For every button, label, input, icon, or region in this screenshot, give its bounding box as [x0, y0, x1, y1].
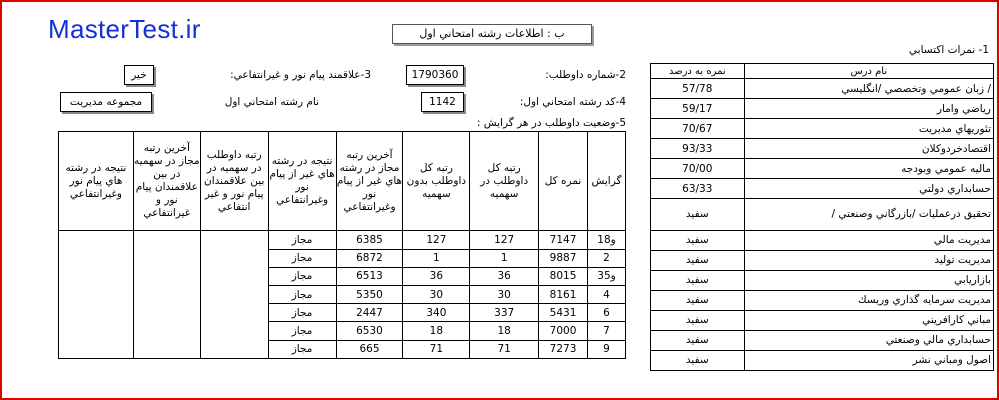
- rank-quota-cell: 36: [470, 267, 539, 285]
- score-cell: 7273: [539, 340, 588, 358]
- header-pn-last-rank: آخرين رتبه مجاز در سهميه در بين علاقمندان پيام نور و غيرانتفاعي: [133, 132, 200, 231]
- percent-cell: سفيد: [651, 250, 745, 270]
- group-cell: 2: [587, 249, 625, 267]
- list-item: [651, 79, 994, 99]
- pn-last-rank-empty: [133, 231, 200, 359]
- course-cell: / زبان عمومي وتخصصي /انگليسي: [744, 79, 993, 99]
- list-item: [651, 350, 994, 370]
- list-item: [651, 119, 994, 139]
- list-item: [651, 159, 994, 179]
- result-cell: مجاز: [268, 340, 336, 358]
- course-cell: تئوريهاي مديريت: [744, 119, 993, 139]
- pn-rank-empty: [200, 231, 268, 359]
- grades-table: [650, 63, 994, 371]
- rank-no-quota-cell: 71: [403, 340, 470, 358]
- course-cell: مديريت توليد: [744, 250, 993, 270]
- list-item: [651, 330, 994, 350]
- list-item: [651, 179, 994, 199]
- header-rank-quota: رتبه كل داوطلب در سهميه: [470, 132, 539, 231]
- last-rank-cell: 6530: [336, 322, 403, 340]
- percent-cell: 59/17: [651, 99, 745, 119]
- name-label: نام رشته امتحاني اول: [224, 96, 319, 108]
- course-cell: اصول ومباني نشر: [744, 350, 993, 370]
- last-rank-cell: 2447: [336, 304, 403, 322]
- rank-quota-cell: 30: [470, 286, 539, 304]
- percent-cell: سفيد: [651, 330, 745, 350]
- course-cell: مديريت مالي: [744, 230, 993, 250]
- last-rank-cell: 6513: [336, 267, 403, 285]
- list-item: [651, 310, 994, 330]
- code-label: 4-كد رشته امتحاني اول:: [519, 96, 626, 108]
- list-item: [651, 290, 994, 310]
- rank-no-quota-cell: 36: [403, 267, 470, 285]
- percent-cell: سفيد: [651, 310, 745, 330]
- course-cell: رياضي وامار: [744, 99, 993, 119]
- course-cell: مديريت سرمايه گذاري وريسك: [744, 290, 993, 310]
- score-cell: 9887: [539, 249, 588, 267]
- header-pn-rank: رتبه داوطلب در سهميه در بين علاقمندان پيام نور و غير انتفاعي: [200, 132, 268, 231]
- result-cell: مجاز: [268, 304, 336, 322]
- rank-quota-cell: 127: [470, 231, 539, 249]
- rank-no-quota-cell: 1: [403, 249, 470, 267]
- result-cell: مجاز: [268, 267, 336, 285]
- rank-no-quota-cell: 30: [403, 286, 470, 304]
- percent-cell: 70/67: [651, 119, 745, 139]
- header-rank-no-quota: رتبه كل داوطلب بدون سهميه: [403, 132, 470, 231]
- last-rank-cell: 6385: [336, 231, 403, 249]
- score-cell: 8015: [539, 267, 588, 285]
- interest-label: 3-علاقمند پيام نور و غيرانتفاعي:: [230, 69, 371, 81]
- header-percent: نمره به درصد: [651, 64, 745, 79]
- course-cell: حسابداري مالي وصنعتي: [744, 330, 993, 350]
- table-row: [59, 231, 626, 249]
- list-item: [651, 250, 994, 270]
- course-cell: مباني كارافريني: [744, 310, 993, 330]
- course-cell: بازاريابي: [744, 270, 993, 290]
- group-cell: 3و5: [587, 267, 625, 285]
- rank-quota-cell: 18: [470, 322, 539, 340]
- course-cell: تحقيق درعمليات /بازرگاني وصنعتي /: [744, 199, 993, 230]
- group-cell: 4: [587, 286, 625, 304]
- header-result: نتيجه در رشته هاي غير از پيام نور وغيرانتفاعي: [268, 132, 336, 231]
- applicant-no-label: 2-شماره داوطلب:: [545, 69, 626, 81]
- rank-no-quota-cell: 340: [403, 304, 470, 322]
- percent-cell: سفيد: [651, 290, 745, 310]
- percent-cell: 57/78: [651, 79, 745, 99]
- percent-cell: سفيد: [651, 350, 745, 370]
- group-cell: 1و8: [587, 231, 625, 249]
- score-cell: 7147: [539, 231, 588, 249]
- score-cell: 8161: [539, 286, 588, 304]
- interest-value: خير: [124, 65, 154, 85]
- list-item: [651, 199, 994, 230]
- list-item: [651, 230, 994, 250]
- section1-title: 1- نمرات اكتسابي: [908, 44, 989, 56]
- pn-result-empty: [59, 231, 134, 359]
- code-value: 1142: [421, 92, 464, 112]
- percent-cell: سفيد: [651, 270, 745, 290]
- last-rank-cell: 6872: [336, 249, 403, 267]
- list-item: [651, 270, 994, 290]
- header-course: نام درس: [744, 64, 993, 79]
- status-table: [58, 131, 626, 359]
- list-item: [651, 99, 994, 119]
- list-item: [651, 139, 994, 159]
- course-cell: ماليه عمومي وبودجه: [744, 159, 993, 179]
- percent-cell: سفيد: [651, 230, 745, 250]
- last-rank-cell: 5350: [336, 286, 403, 304]
- grades-table-header: [651, 64, 994, 79]
- group-cell: 9: [587, 340, 625, 358]
- header-score: نمره كل: [539, 132, 588, 231]
- site-logo[interactable]: MasterTest.ir: [48, 14, 201, 44]
- status-table-header: [59, 132, 626, 231]
- header-group: گرايش: [587, 132, 625, 231]
- percent-cell: 93/33: [651, 139, 745, 159]
- course-cell: اقتصادخردوكلان: [744, 139, 993, 159]
- result-cell: مجاز: [268, 231, 336, 249]
- header-last-rank: آخرين رتبه مجاز در رشته هاي غير از پيام نور وغيرانتفاعي: [336, 132, 403, 231]
- result-cell: مجاز: [268, 286, 336, 304]
- result-cell: مجاز: [268, 322, 336, 340]
- percent-cell: 63/33: [651, 179, 745, 199]
- course-cell: حسابداري دولتي: [744, 179, 993, 199]
- rank-quota-cell: 337: [470, 304, 539, 322]
- percent-cell: 70/00: [651, 159, 745, 179]
- group-cell: 6: [587, 304, 625, 322]
- section-title-box: ب : اطلاعات رشته امتحاني اول: [392, 24, 592, 44]
- score-cell: 5431: [539, 304, 588, 322]
- percent-cell: سفيد: [651, 199, 745, 230]
- group-cell: 7: [587, 322, 625, 340]
- score-cell: 7000: [539, 322, 588, 340]
- rank-quota-cell: 71: [470, 340, 539, 358]
- status-label: 5-وضعيت داوطلب در هر گرايش :: [476, 117, 626, 129]
- rank-no-quota-cell: 127: [403, 231, 470, 249]
- header-pn-result: نتيجه در رشته هاي پيام نور وغيرانتفاعي: [59, 132, 134, 231]
- rank-no-quota-cell: 18: [403, 322, 470, 340]
- last-rank-cell: 665: [336, 340, 403, 358]
- rank-quota-cell: 1: [470, 249, 539, 267]
- result-cell: مجاز: [268, 249, 336, 267]
- name-value: مجموعه مديريت: [60, 92, 152, 112]
- applicant-no-value: 1790360: [406, 65, 464, 85]
